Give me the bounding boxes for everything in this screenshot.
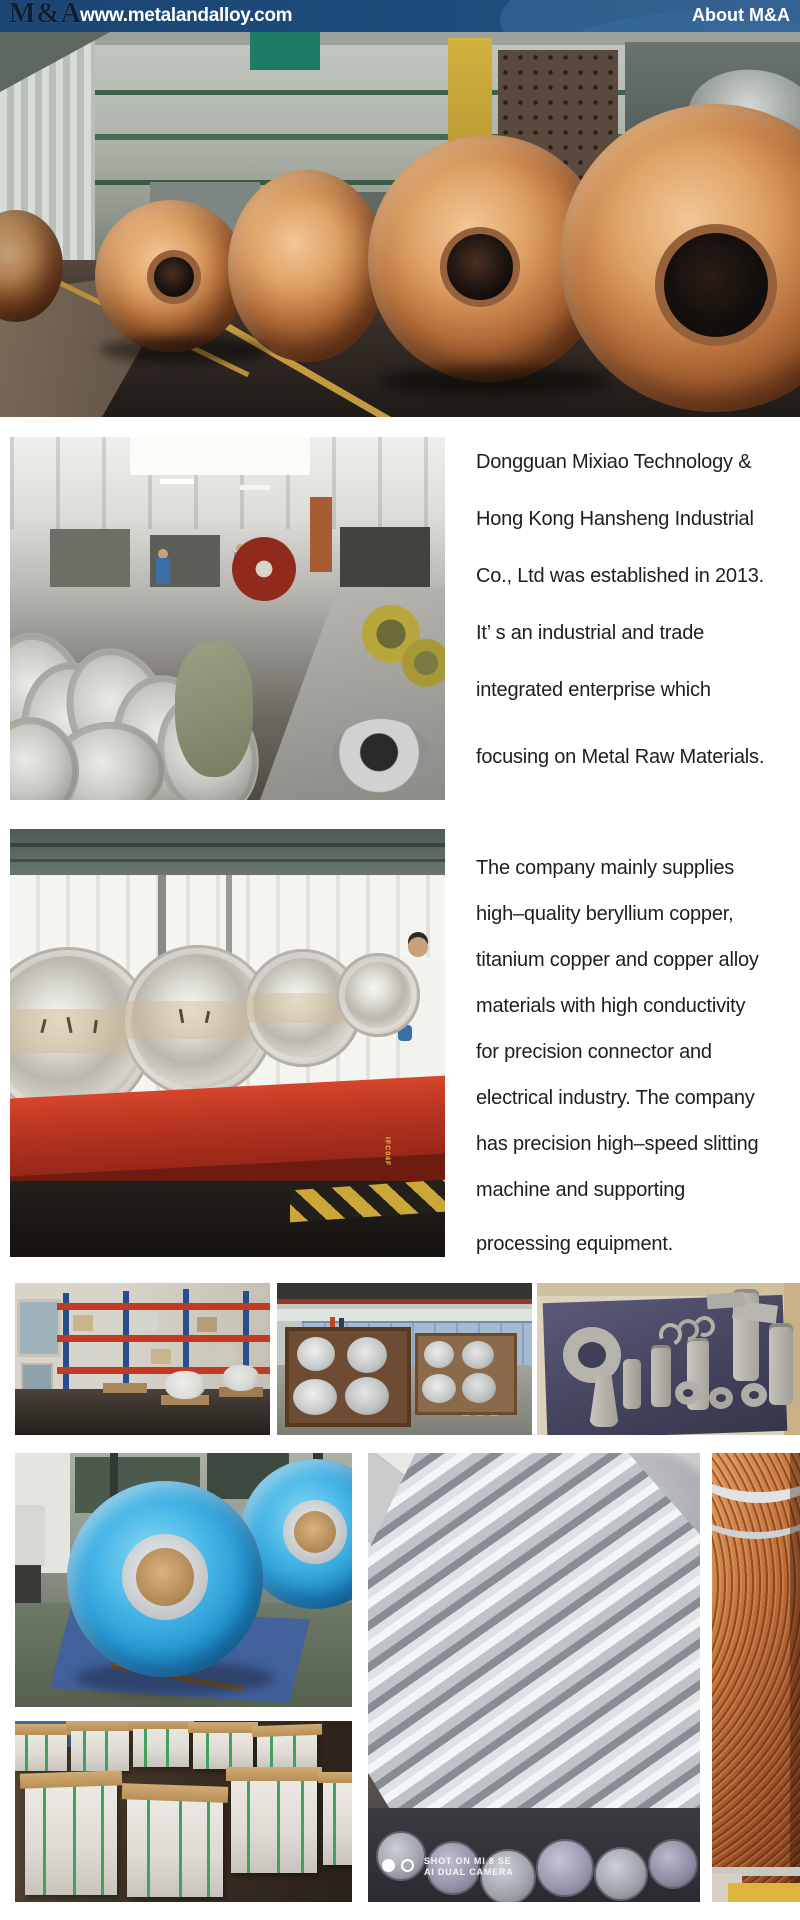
packed-crates-photo [15,1721,352,1902]
about-text-line: integrated enterprise which [476,679,711,701]
about-ma-button[interactable]: About M&A [692,5,790,25]
copper-coil [228,170,386,362]
yellow-strip [728,1883,800,1902]
metal-tube [651,1345,671,1407]
packed-pallet [231,1777,317,1873]
warehouse-photo [15,1283,270,1435]
products-text-line: machine and supporting [476,1179,686,1201]
coil-racks-photo [277,1283,532,1435]
camera-watermark-line2: AI DUAL CAMERA [424,1867,514,1877]
silver-coil [336,953,420,1037]
workshop-photo [10,437,445,800]
blue-coil [67,1481,263,1677]
metal-ring [741,1383,767,1407]
about-text-line: Hong Kong Hansheng Industrial [476,508,754,530]
red-disc-machine [232,537,296,601]
machine-label: IFC04F [383,1137,391,1167]
packed-pallet [133,1725,189,1767]
hero-photo-copper-coils [0,32,800,417]
silver-coil-ring [332,719,430,793]
about-text-line: Co., Ltd was established in 2013. [476,565,765,587]
worker [408,937,428,957]
metal-tube [769,1323,793,1405]
packed-pallet [127,1797,223,1897]
blue-coils-photo [15,1453,352,1707]
packed-pallet [193,1729,253,1769]
packed-pallet [25,1783,117,1895]
ceramic-parts-photo [537,1283,800,1435]
about-text-line: It’ s an industrial and trade [476,622,705,644]
packed-pallet [257,1733,317,1769]
metal-ring [709,1387,733,1409]
rod-end [594,1847,648,1901]
fabric-sack [175,642,253,777]
person [15,1505,45,1567]
products-text-line: materials with high conductivity [476,995,746,1017]
products-text-line: high–quality beryllium copper, [476,903,734,925]
slitting-machine-photo [10,829,445,1257]
camera-watermark-ring-icon [401,1859,414,1872]
website-url-link[interactable]: www.metalandalloy.com [80,5,293,26]
camera-watermark-line1: SHOT ON MI 8 SE [424,1856,512,1866]
rod-end [376,1831,426,1881]
products-text-line: has precision high–speed slitting [476,1133,759,1155]
coil-rack [285,1327,411,1427]
metal-rods-photo [368,1453,700,1902]
rod-end [648,1839,698,1889]
top-header-bar [0,0,800,32]
copper-coil [95,200,247,352]
about-text-line: Dongguan Mixiao Technology & [476,451,752,473]
products-text-line: electrical industry. The company [476,1087,755,1109]
metal-ring [675,1381,701,1405]
company-logo[interactable]: M&A [9,0,82,29]
metal-ring [563,1327,621,1383]
products-text-line: for precision connector and [476,1041,712,1063]
camera-watermark-dot-icon [382,1859,395,1872]
copper-strip-photo [712,1453,800,1902]
packed-pallet [71,1727,129,1771]
coil-rack [415,1333,517,1415]
metal-block [707,1292,746,1310]
products-text-line: The company mainly supplies [476,857,735,879]
products-text-line: processing equipment. [476,1233,674,1255]
packed-pallet [15,1731,67,1771]
about-text-line: focusing on Metal Raw Materials. [476,746,765,768]
products-text-line: titanium copper and copper alloy [476,949,759,971]
rod-end [536,1839,594,1897]
packed-pallet [323,1781,352,1865]
metal-tube [623,1359,641,1409]
